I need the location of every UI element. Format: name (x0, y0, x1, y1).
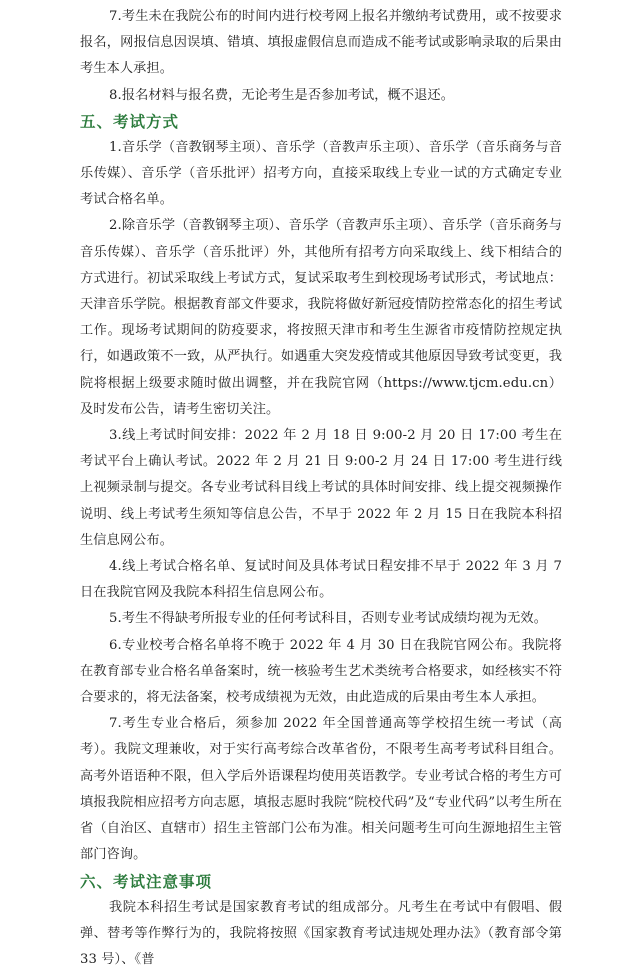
paragraph-item-8: 8.报名材料与报名费，无论考生是否参加考试，概不退还。 (80, 83, 562, 109)
document-page (80, 4, 562, 973)
exam-method-item-4: 4.线上考试合格名单、复试时间及具体考试日程安排不早于 2022 年 3 月 7 日在我院官网及我院本科招生信息网公布。 (80, 554, 562, 606)
exam-notes-item-1: 我院本科招生考试是国家教育考试的组成部分。凡考生在考试中有假唱、假弹、替考等作弊行为的，我院将按照《国家教育考试违规处理办法》（教育部令第 33 号）、《普 (80, 895, 562, 973)
exam-method-item-5: 5.考生不得缺考所报专业的任何考试科目，否则专业考试成绩均视为无效。 (80, 606, 562, 632)
exam-method-item-3: 3.线上考试时间安排：2022 年 2 月 18 日 9:00-2 月 20 日 17:00 考生在考试平台上确认考试。2022 年 2 月 21 日 9:00-2 月 24 日 17:00 考生进行线上视频录制与提交。各专业考试科目线上考试的具体时间安排、线上提交视频操作说明、线上考试考生须知等信息公告，不早于 2022 年 2 月 15 日在我院本科招生信息网公布。 (80, 423, 562, 554)
exam-method-item-1: 1.音乐学（音教钢琴主项）、音乐学（音教声乐主项）、音乐学（音乐商务与音乐传媒）、音乐学（音乐批评）招考方向，直接采取线上专业一试的方式确定专业考试合格名单。 (80, 135, 562, 214)
exam-method-item-7: 7.考生专业合格后，须参加 2022 年全国普通高等学校招生统一考试（高考）。我院文理兼收，对于实行高考综合改革省份，不限考生高考考试科目组合。高考外语语种不限，但入学后外语课程均使用英语教学。专业考试合格的考生方可填报我院相应招考方向志愿，填报志愿时我院“院校代码”及“专业代码”以考生所在省（自治区、直辖市）招生主管部门公布为准。相关问题考生可向生源地招生主管部门咨询。 (80, 711, 562, 868)
exam-method-item-6: 6.专业校考合格名单将不晚于 2022 年 4 月 30 日在我院官网公布。我院将在教育部专业合格名单备案时，统一核验考生艺术类统考合格要求，如经核实不符合要求的，将无法备案，校考成绩视为无效，由此造成的后果由考生本人承担。 (80, 633, 562, 712)
paragraph-item-7: 7.考生未在我院公布的时间内进行校考网上报名并缴纳考试费用，或不按要求报名，网报信息因误填、错填、填报虚假信息而造成不能考试或影响录取的后果由考生本人承担。 (80, 4, 562, 83)
section-heading-exam-notes: 六、考试注意事项 (80, 869, 562, 895)
section-heading-exam-method: 五、考试方式 (80, 109, 562, 135)
exam-method-item-2: 2.除音乐学（音教钢琴主项）、音乐学（音教声乐主项）、音乐学（音乐商务与音乐传媒）、音乐学（音乐批评）外，其他所有招考方向采取线上、线下相结合的方式进行。初试采取线上考试方式，复试采取考生到校现场考试形式，考试地点：天津音乐学院。根据教育部文件要求，我院将做好新冠疫情防控常态化的招生考试工作。现场考试期间的防疫要求，将按照天津市和考生生源省市疫情防控规定执行，如遇政策不一致，从严执行。如遇重大突发疫情或其他原因导致考试变更，我院将根据上级要求随时做出调整，并在我院官网（https://www.tjcm.edu.cn）及时发布公告，请考生密切关注。 (80, 213, 562, 423)
